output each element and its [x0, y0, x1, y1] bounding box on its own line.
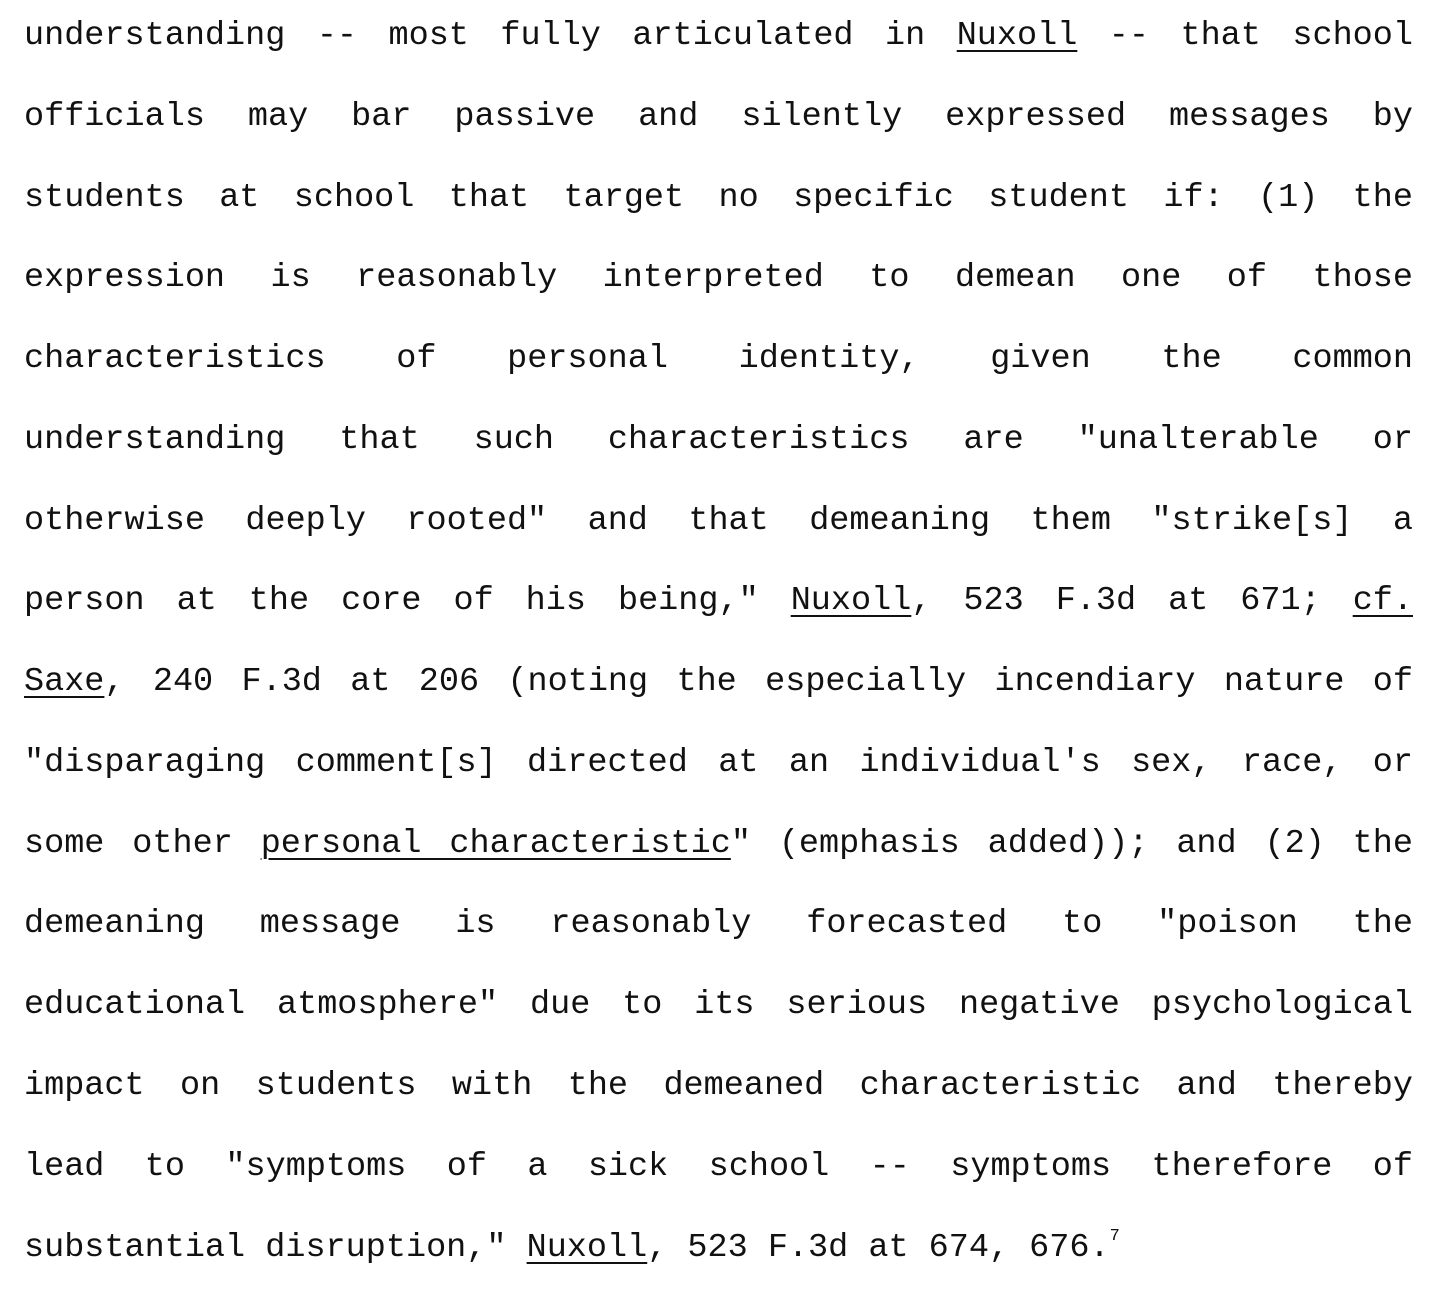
text-segment: " (emphasis added)); and (2) the — [730, 825, 1413, 863]
text-segment: , 523 F.3d at 671; — [911, 582, 1353, 620]
text-line — [24, 577, 1413, 625]
citation-underlined: personal characteristic — [260, 825, 731, 863]
text-line — [24, 174, 1413, 222]
text-line — [24, 12, 1413, 60]
text-line — [24, 739, 1413, 787]
text-line — [24, 416, 1413, 464]
text-line — [24, 335, 1413, 383]
text-segment: "disparaging comment[s] directed at an individual's sex, race, or — [24, 744, 1413, 782]
text-segment: some other — [24, 825, 261, 863]
citation-underlined: Nuxoll — [956, 17, 1078, 55]
text-segment: educational atmosphere" due to its serious negative psychological — [24, 986, 1413, 1024]
citation-underlined: Nuxoll — [526, 1229, 648, 1267]
text-segment: understanding -- most fully articulated in — [24, 17, 957, 55]
text-line — [24, 658, 1413, 706]
text-line — [24, 820, 1413, 868]
text-line — [24, 900, 1413, 948]
text-segment: demeaning message is reasonably forecasted to "poison the — [24, 905, 1413, 943]
text-segment: impact on students with the demeaned characteristic and thereby — [24, 1067, 1413, 1105]
text-segment: expression is reasonably interpreted to demean one of those — [24, 259, 1413, 297]
text-line — [24, 981, 1413, 1029]
text-line-last — [24, 1224, 1413, 1272]
text-line — [24, 1062, 1413, 1110]
citation-underlined: Saxe — [24, 663, 105, 701]
text-segment: substantial disruption," — [24, 1229, 527, 1267]
text-segment: , 240 F.3d at 206 (noting the especially incendiary nature of — [104, 663, 1413, 701]
text-line — [24, 254, 1413, 302]
text-segment: otherwise deeply rooted" and that demeaning them "strike[s] a — [24, 502, 1413, 540]
citation-underlined: Nuxoll — [790, 582, 912, 620]
text-line — [24, 93, 1413, 141]
text-segment: person at the core of his being," — [24, 582, 791, 620]
text-segment: , 523 F.3d at 674, 676. — [647, 1229, 1110, 1267]
text-segment: understanding that such characteristics are "unalterable or — [24, 421, 1413, 459]
text-segment: -- that school — [1077, 17, 1413, 55]
footnote-marker: 7 — [1109, 1227, 1120, 1246]
text-line — [24, 1143, 1413, 1191]
text-segment: lead to "symptoms of a sick school -- symptoms therefore of — [24, 1148, 1413, 1186]
text-segment: students at school that target no specific student if: (1) the — [24, 179, 1413, 217]
citation-underlined: cf. — [1352, 582, 1413, 620]
text-line — [24, 497, 1413, 545]
text-segment: officials may bar passive and silently expressed messages by — [24, 98, 1413, 136]
text-segment: characteristics of personal identity, given the common — [24, 340, 1413, 378]
